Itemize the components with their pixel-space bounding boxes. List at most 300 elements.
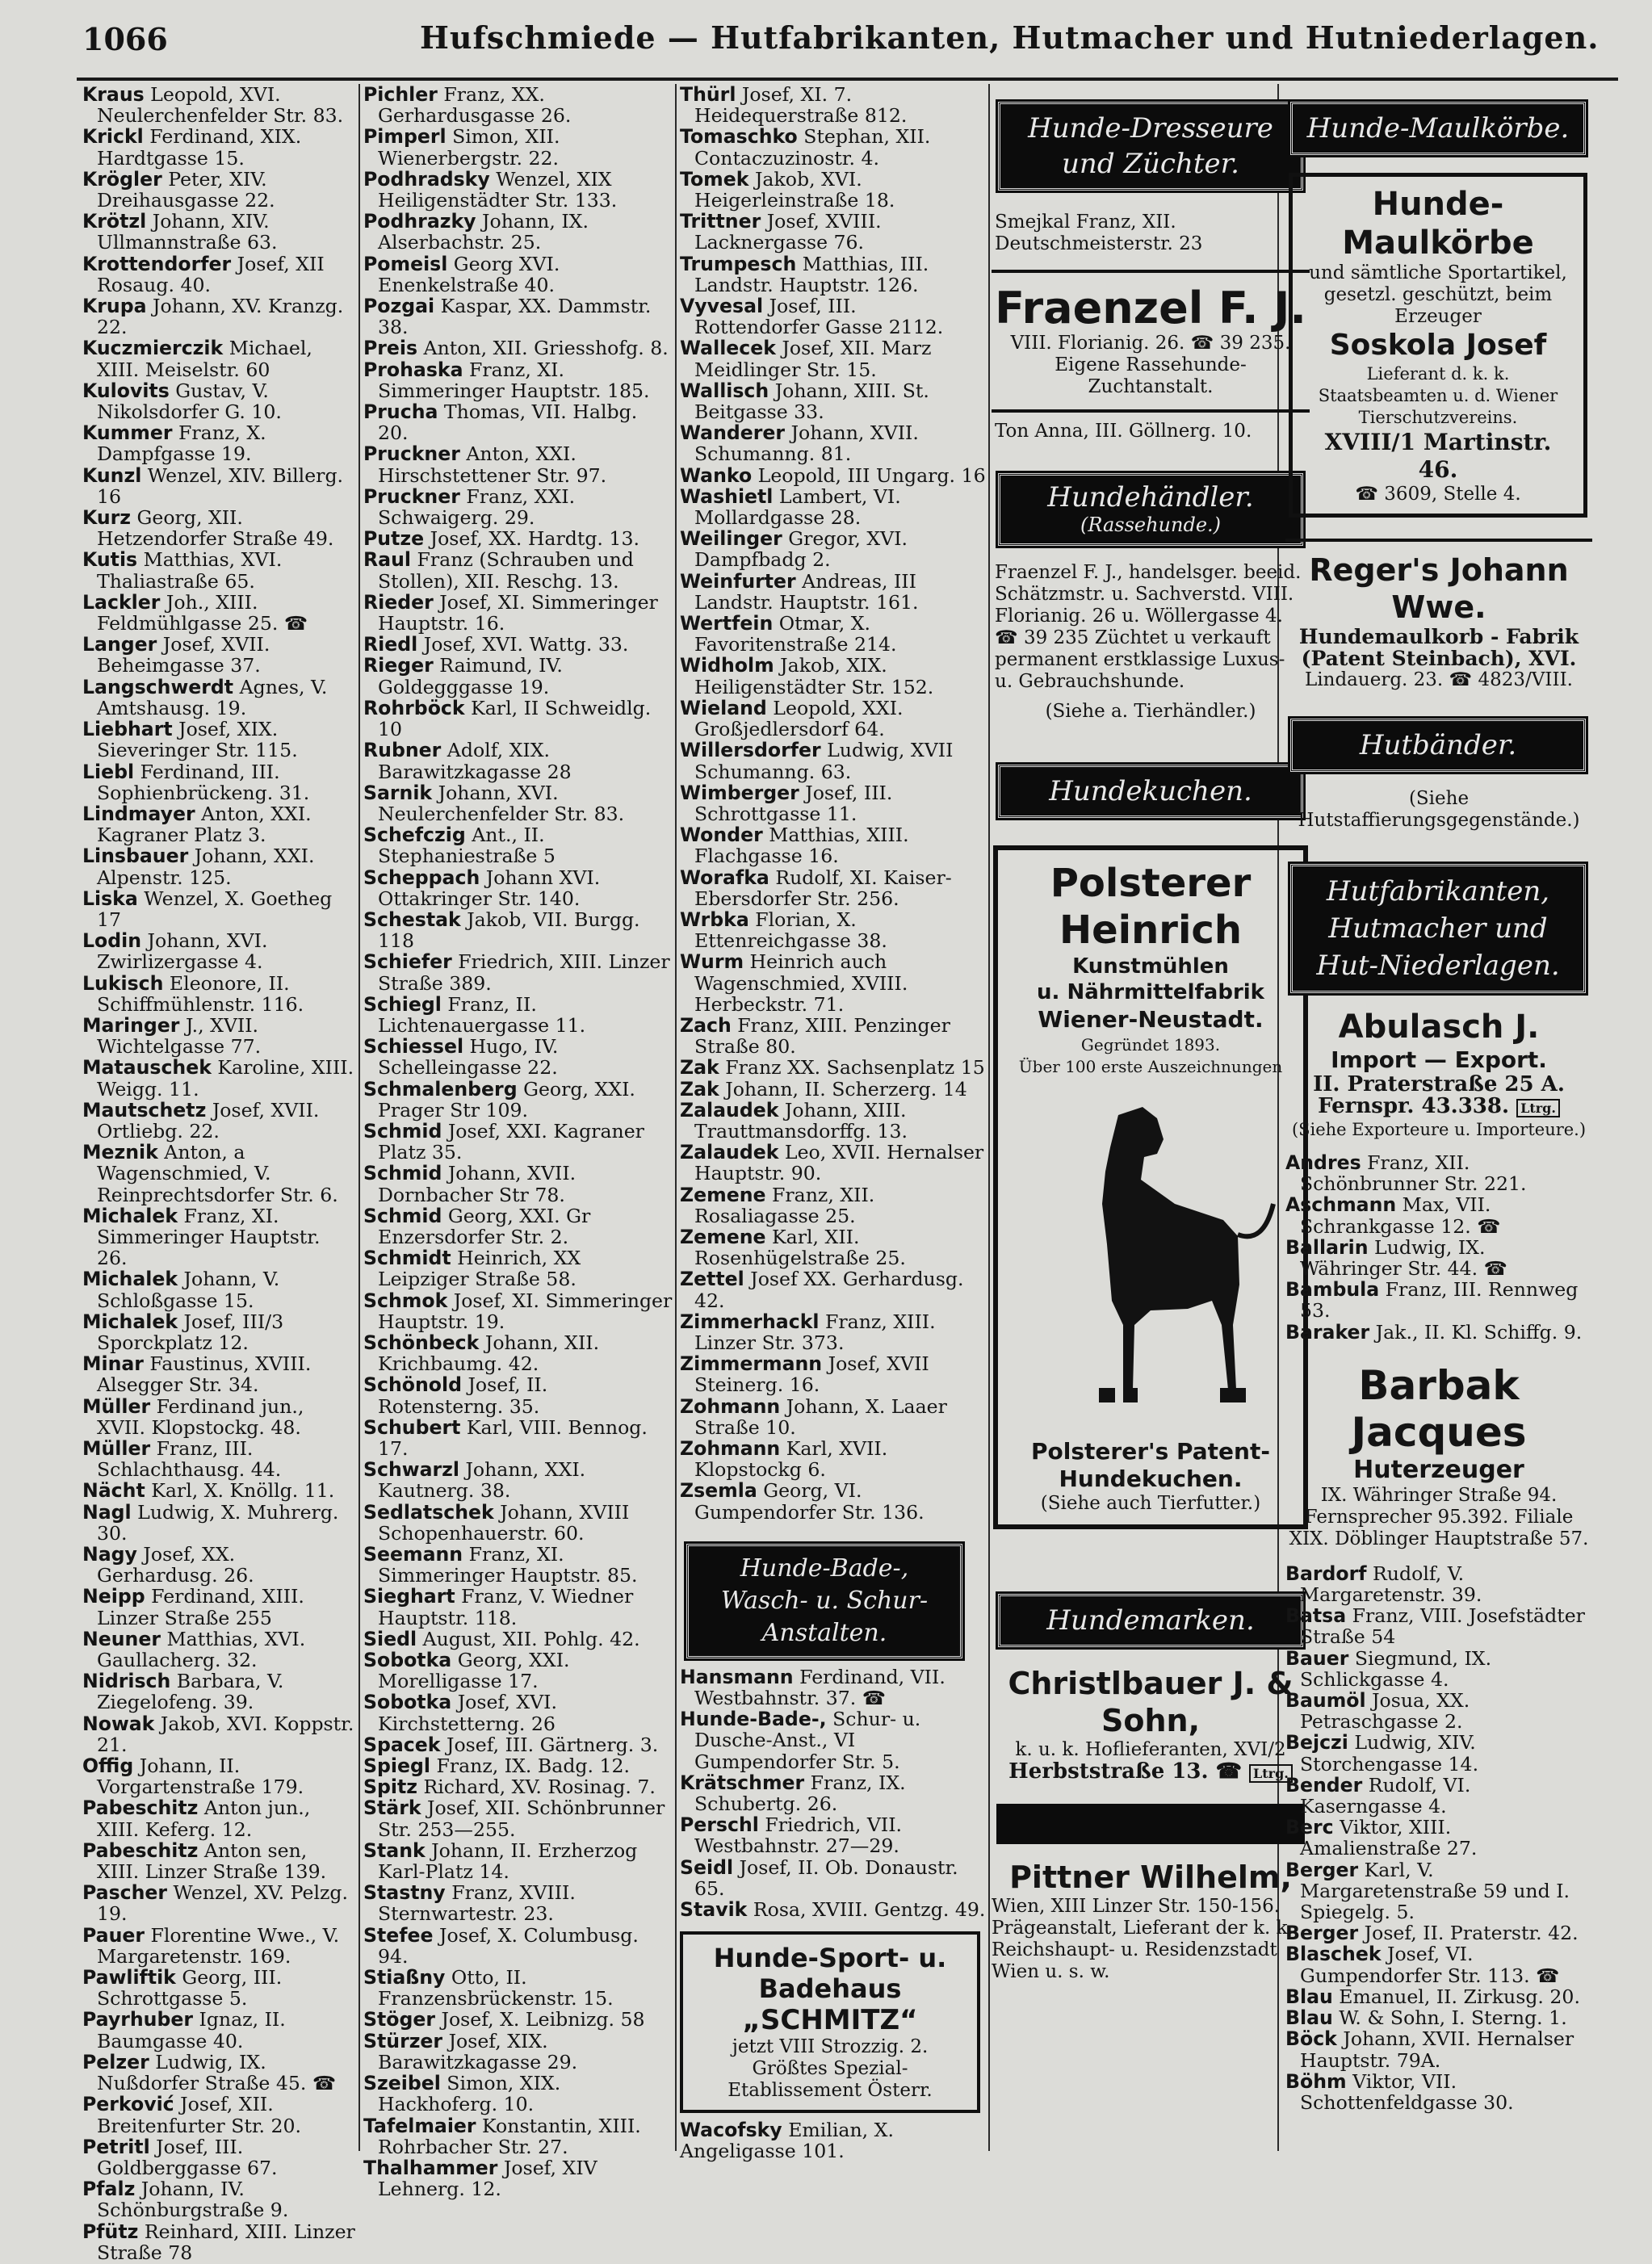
entry-name: Wieland <box>680 696 767 719</box>
entry-name: Vyvesal <box>680 295 764 318</box>
ad-pittner <box>992 1859 1310 1983</box>
list-item <box>82 719 355 761</box>
entry-text: Josef, XII. Marz Meidlinger Str. 15. <box>694 337 932 381</box>
list-item <box>363 592 673 634</box>
list-item <box>680 338 987 379</box>
entry-text: Kaspar, XX. Dammstr. 38. <box>378 295 652 339</box>
entry-text: Wenzel, XV. Pelzg. 19. <box>97 1881 349 1926</box>
entry-name: Baumöl <box>1285 1689 1366 1713</box>
entry-name: Szeibel <box>363 2072 441 2095</box>
entry-name: Pauer <box>82 1923 145 1947</box>
entry-text: Josef, XI. 7. Heidequerstraße 812. <box>694 83 908 128</box>
entry-name: Zettel <box>680 1268 744 1291</box>
list-item <box>680 1480 987 1522</box>
list-item <box>1285 1605 1592 1647</box>
entry-name: Spacek <box>363 1733 441 1756</box>
entry-text: Johann, IX. Alserbachstr. 25. <box>378 210 589 254</box>
list-item <box>363 486 673 528</box>
entry-name: Payrhuber <box>82 2008 193 2031</box>
entry-name: Pabeschitz <box>82 1838 199 1862</box>
entry-text: Simon, XII. Wienerbergstr. 22. <box>378 125 560 170</box>
ad-soskola-address: XVIII/1 Martinstr. 46. <box>1324 429 1552 483</box>
entry-name: Pruckner <box>363 484 460 508</box>
list-item <box>680 84 987 126</box>
list-item <box>363 549 673 591</box>
ad-column-middle <box>992 90 1310 1983</box>
entry-name: Tomek <box>680 167 749 191</box>
entry-text: Leo, XVII. Hernalser Hauptstr. 90. <box>694 1141 984 1185</box>
list-item <box>680 1708 987 1772</box>
entry-text: Matthias, XVI. Thaliastraße 65. <box>97 548 283 593</box>
list-item <box>680 698 987 740</box>
list-item <box>82 84 355 126</box>
list-item <box>82 507 355 549</box>
entry-text: Josef, XVII. Beheimgasse 37. <box>97 633 270 677</box>
list-item <box>680 422 987 464</box>
entry-text: Josef, XI. Simmeringer Hauptstr. 19. <box>378 1289 673 1333</box>
entry-name: Schönold <box>363 1373 462 1397</box>
list-item <box>363 401 673 443</box>
entry-name: Minar <box>82 1352 144 1376</box>
entry-text: Max, VII. Schrankgasse 12. ☎ <box>1300 1193 1501 1238</box>
entry-text: Josef, XX. Hardtg. 13. <box>424 527 639 551</box>
entry-text: Anton, XXI. Kagraner Platz 3. <box>97 802 312 847</box>
list-item <box>680 465 987 486</box>
entry-name: Bambula <box>1285 1278 1380 1302</box>
entry-name: Schiefer <box>363 950 452 974</box>
entry-name: Widholm <box>680 654 774 677</box>
list-item <box>363 169 673 211</box>
list-item <box>680 1057 987 1078</box>
entry-name: Wrbka <box>680 908 749 931</box>
entry-text: Reinhard, XIII. Linzer Straße 78 <box>97 2220 355 2264</box>
entry-text: Johann, XIII. St. Beitgasse 33. <box>694 379 929 424</box>
list-item <box>82 2009 355 2051</box>
entry-name: Schiegl <box>363 992 442 1016</box>
list-item <box>1285 2071 1592 2113</box>
entry-name: Baraker <box>1285 1320 1370 1344</box>
entry-text: Georg, VI. Gumpendorfer Str. 136. <box>694 1479 925 1524</box>
entry-text: Gregor, XVI. Dampfbadg 2. <box>694 527 908 572</box>
entry-name: Neuner <box>82 1627 161 1650</box>
entry-name: Wimberger <box>680 781 799 804</box>
ad-reger-line1: Hundemaulkorb - Fabrik <box>1298 625 1579 648</box>
list-item <box>363 824 673 866</box>
list-item <box>82 592 355 634</box>
list-item <box>363 84 673 126</box>
entry-name: Kraus <box>82 83 145 106</box>
list-item <box>1285 1648 1592 1690</box>
list-item <box>680 169 987 211</box>
entry-text: Johann, XV. Kranzg. 22. <box>97 295 344 339</box>
entry-name: Blaschek <box>1285 1943 1382 1966</box>
entry-text: Franz, II. Lichtenauergasse 11. <box>378 992 586 1037</box>
list-item <box>363 126 673 168</box>
entry-name: Müller <box>82 1437 151 1460</box>
ad-christlbauer-line1: k. u. k. Hoflieferanten, XVI/2 <box>1015 1739 1286 1760</box>
entry-name: Wonder <box>680 824 763 847</box>
entry-name: Pomeisl <box>363 252 448 275</box>
entry-text: Ferdinand jun., XVII. Klopstockg. 48. <box>97 1394 304 1439</box>
list-item <box>680 1184 987 1226</box>
entry-name: Podhradsky <box>363 167 490 191</box>
entry-name: Krickl <box>82 125 144 149</box>
entry-text: J., XVII. Wichtelgasse 77. <box>97 1013 262 1059</box>
entry-text: Johann, XVII. Dornbacher Str 78. <box>378 1162 577 1206</box>
entry-name: Schiessel <box>363 1035 464 1059</box>
list-item <box>82 1100 355 1142</box>
entry-text: Johann, IV. Schönburgstraße 9. <box>97 2178 289 2222</box>
entry-text: Josef XX. Gerhardusg. 42. <box>694 1268 964 1312</box>
entry-name: Pruckner <box>363 442 460 466</box>
list-item <box>1285 1775 1592 1817</box>
entry-text: Thomas, VII. Halbg. 20. <box>378 400 638 445</box>
list-item <box>680 571 987 613</box>
list-item <box>82 1755 355 1797</box>
list-item <box>82 973 355 1015</box>
list-item <box>1285 1322 1592 1343</box>
entry-text: Viktor, XIII. Amalienstraße 27. <box>1300 1816 1478 1860</box>
list-item <box>1285 1922 1592 1943</box>
list-item <box>82 211 355 253</box>
entry-text: Adolf, XIX. Barawitzkagasse 28 <box>378 739 572 783</box>
list-item <box>1285 1563 1592 1605</box>
ad-abulasch-badge: Ltrg. <box>1516 1099 1560 1117</box>
category-heading-hundehaendler <box>998 473 1303 546</box>
entry-name: Aschmann <box>1285 1193 1397 1217</box>
ad-barbak-text: IX. Währinger Straße 94. Fernsprecher 95.392. Filiale XIX. Döblinger Hauptstraße 57. <box>1289 1484 1589 1549</box>
list-item <box>680 1772 987 1814</box>
entry-name: Pascher <box>82 1881 168 1905</box>
entry-text: Anton, XII. Griesshofg. 8. <box>417 337 669 360</box>
entry-name: Perković <box>82 2093 174 2116</box>
entry-name: Ballarin <box>1285 1235 1369 1259</box>
list-item <box>363 1121 673 1163</box>
ton-entry: Ton Anna, III. Göllnerg. 10. <box>995 421 1252 442</box>
entry-text: Johann XVI. Ottakringer Str. 140. <box>378 866 601 910</box>
entry-name: Kummer <box>82 421 173 445</box>
ad-abulasch-address: II. Praterstraße 25 A. <box>1313 1072 1565 1096</box>
entry-text: Franz, V. Wiedner Hauptstr. 118. <box>378 1585 634 1629</box>
entry-name: Schmidt <box>363 1247 451 1270</box>
list-item <box>363 1925 673 1967</box>
entry-text: Franz, XII. Rosaliagasse 25. <box>694 1183 875 1227</box>
entry-name: Liebl <box>82 760 135 783</box>
ad-schmitz-text: jetzt VIII Strozzig. 2. Größtes Spezial-Etablissement Österr. <box>727 2036 933 2102</box>
list-item <box>1285 1943 1592 1985</box>
hundehaendler-text: Fraenzel F. J., handelsger. beeid. Schätzmstr. u. Sachverstd. VIII. Florianig. 26 u. Wöllergasse 4. ☎ 39 235 Züchtet u verkauft permanent erstklassige Luxus- u. Gebrauchshunde. <box>995 562 1302 692</box>
list-item <box>680 486 987 528</box>
entry-text: Anton, a Wagenschmied, V. Reinprechtsdorfer Str. 6. <box>97 1141 338 1206</box>
entry-name: Schönbeck <box>363 1331 480 1354</box>
ad-polsterer-see-also: (Siehe auch Tierfutter.) <box>1040 1493 1261 1514</box>
list-item <box>363 1755 673 1776</box>
entry-text: Franz, IX. Badg. 12. <box>430 1755 631 1778</box>
entry-name: Kunzl <box>82 463 142 487</box>
entry-name: Schubert <box>363 1415 461 1439</box>
entry-text: Eleonore, II. Schiffmühlenstr. 116. <box>97 971 304 1016</box>
entry-text: Matthias, XIII. Flachgasse 16. <box>694 824 909 868</box>
ad-soskola-name: Soskola Josef <box>1329 329 1547 362</box>
entry-text: Ferdinand, XIII. Linzer Straße 255 <box>97 1585 304 1629</box>
entry-text: Georg, XXI. Prager Str 109. <box>378 1077 635 1122</box>
entry-text: Leopold, XVI. Neulerchenfelder Str. 83. <box>97 83 344 128</box>
entry-text: Johann, XIII. Trauttmansdorffg. 13. <box>694 1098 908 1142</box>
list-item <box>363 1586 673 1628</box>
list-item <box>363 2009 673 2030</box>
entry-name: Andres <box>1285 1151 1361 1174</box>
category-heading-hunde-bade: Hunde-Bade-, Wasch- u. Schur-Anstalten. <box>686 1544 962 1658</box>
entry-name: Zimmerhackl <box>680 1310 820 1333</box>
entry-text: Anton, XXI. Hirschstettener Str. 97. <box>378 442 607 487</box>
entry-text: Josef, II. Praterstr. 42. <box>1358 1922 1579 1945</box>
entry-name: Stärk <box>363 1797 421 1820</box>
entry-text: Johann, II. Scherzerg. 14 <box>719 1077 967 1101</box>
entry-text: Ferdinand, III. Sophienbrückeng. 31. <box>97 760 310 804</box>
entry-name: Krupa <box>82 295 147 318</box>
entry-name: Riedl <box>363 633 418 656</box>
entry-text: Florian, X. Ettenreichgasse 38. <box>694 908 887 953</box>
entry-name: Stavik <box>680 1898 748 1922</box>
hunde-bade-entries <box>680 1667 987 1920</box>
entry-name: Stastny <box>363 1881 446 1905</box>
entry-name: Schmok <box>363 1289 448 1312</box>
list-item <box>680 528 987 570</box>
listing-column-2 <box>363 83 673 2201</box>
entry-text: Josef, XVIII. Lacknergasse 76. <box>694 210 882 254</box>
ad-christlbauer <box>992 1665 1310 1784</box>
entry-name: Batsa <box>1285 1604 1347 1628</box>
list-item <box>363 1290 673 1332</box>
column-divider <box>675 84 677 2151</box>
entry-name: Seemann <box>363 1543 463 1566</box>
entry-name: Nowak <box>82 1712 155 1735</box>
entry-text: Josef, XII. Breitenfurter Str. 20. <box>97 2093 302 2137</box>
entry-text: Johann, XVII. Hernalser Hauptstr. 79A. <box>1300 2027 1574 2072</box>
entry-name: Lindmayer <box>82 802 195 825</box>
entry-name: Sobotka <box>363 1691 452 1714</box>
listing-column-1 <box>82 83 355 2264</box>
ad-soskola-text: und sämtliche Sportartikel, gesetzl. geschützt, beim Erzeuger <box>1309 262 1567 327</box>
ad-polsterer-product2: Hundekuchen. <box>1059 1465 1243 1492</box>
entry-text: Gustav, V. Nikolsdorfer G. 10. <box>97 379 282 424</box>
entry-text: Georg, XXI. Morelligasse 17. <box>378 1649 570 1693</box>
entry-text: Josef, XVI. Wattg. 33. <box>417 633 629 656</box>
entry-name: Wanko <box>680 463 753 487</box>
entry-text: Barbara, V. Ziegelofeng. 39. <box>97 1670 284 1714</box>
list-item <box>82 1671 355 1713</box>
entry-text: Otto, II. Franzensbrückenstr. 15. <box>378 1966 614 2010</box>
list-item <box>1285 1690 1592 1732</box>
entry-name: Trumpesch <box>680 252 797 275</box>
entry-text: Ignaz, II. Baumgasse 40. <box>97 2008 286 2052</box>
entry-text: Josef, III. Gärtnerg. 3. <box>440 1733 659 1756</box>
entry-text: Jakob, XVI. Koppstr. 21. <box>97 1712 354 1756</box>
entry-text: Raimund, IV. Goldegggasse 19. <box>378 654 563 698</box>
category-heading-hutfabrikanten: Hutfabrikanten, Hutmacher und Hut-Niederlagen. <box>1290 864 1586 993</box>
entry-name: Siedl <box>363 1627 417 1650</box>
entry-text: Ludwig, XVII Schumanng. 63. <box>694 739 954 783</box>
entry-text: Johann, X. Laaer Straße 10. <box>694 1394 947 1439</box>
list-item <box>680 1899 987 1920</box>
page-title: Hufschmiede — Hutfabrikanten, Hutmacher und Hutniederlagen. <box>420 19 1600 56</box>
entry-text: Michael, XIII. Meiselstr. 60 <box>97 337 312 381</box>
list-item <box>680 655 987 697</box>
entry-text: Franz, XIII. Penzinger Straße 80. <box>694 1013 950 1059</box>
list-item <box>680 126 987 168</box>
entry-text: Heinrich auch Wagenschmied, XVIII. Herbeckstr. 71. <box>694 950 908 1016</box>
entry-text: Josua, XX. Petraschgasse 2. <box>1300 1689 1470 1734</box>
entry-name: Prucha <box>363 400 438 424</box>
list-item <box>680 380 987 422</box>
ad-polsterer-founded: Gegründet 1893. <box>1080 1035 1221 1054</box>
list-item <box>680 2119 987 2161</box>
entry-name: Linsbauer <box>82 845 189 868</box>
entry-text: Jak., II. Kl. Schiffg. 9. <box>1369 1320 1583 1344</box>
list-item <box>680 613 987 655</box>
list-item <box>363 1797 673 1839</box>
entry-name: Zemene <box>680 1183 766 1206</box>
entry-text: Karl, XVII. Klopstockg 6. <box>694 1437 888 1482</box>
list-item <box>363 296 673 338</box>
list-item <box>363 211 673 253</box>
ad-pittner-text: Wien, XIII Linzer Str. 150-156. Prägeanstalt, Lieferant der k. k. Reichshaupt- u. Residenzstadt Wien u. s. w. <box>992 1896 1294 1982</box>
entry-name: Thalhammer <box>363 2156 498 2179</box>
entry-text: Wenzel, XIX Heiligenstädter Str. 133. <box>378 167 618 212</box>
entry-text: Karoline, XIII. Weigg. 11. <box>97 1056 354 1101</box>
list-item <box>82 1925 355 1967</box>
list-item <box>680 1396 987 1438</box>
entry-name: Nagy <box>82 1543 137 1566</box>
entry-name: Offig <box>82 1755 134 1778</box>
entry-text: Anton sen, XIII. Linzer Straße 139. <box>97 1838 327 1884</box>
list-item <box>680 951 987 1015</box>
list-item <box>363 655 673 697</box>
list-item <box>363 443 673 485</box>
entry-name: Preis <box>363 337 418 360</box>
entry-text: Ludwig, X. Muhrerg. 30. <box>97 1500 339 1545</box>
entry-text: Josef, XII. Schönbrunner Str. 253—255. <box>378 1797 665 1841</box>
entry-text: Josef, XIX. Sieveringer Str. 115. <box>97 718 298 762</box>
ad-polsterer-line2: u. Nährmittelfabrik <box>1037 980 1264 1004</box>
entry-name: Rubner <box>363 739 442 762</box>
entry-text: Franz, III. Schlachthausg. 44. <box>97 1437 282 1482</box>
entry-text: Josef, III. Goldberggasse 67. <box>97 2135 278 2179</box>
category-heading-hutbaender: Hutbänder. <box>1290 719 1586 772</box>
ad-soskola-text2: Lieferant d. k. k. Staatsbeamten u. d. Wiener Tierschutzvereins. <box>1318 364 1558 427</box>
list-item <box>363 1374 673 1416</box>
list-item <box>1285 1859 1592 1923</box>
list-item <box>82 1797 355 1839</box>
dog-icon <box>1099 1107 1273 1402</box>
list-item <box>82 2136 355 2178</box>
entry-name: Bejczi <box>1285 1731 1348 1755</box>
list-item <box>363 1692 673 1734</box>
entry-name: Weinfurter <box>680 569 796 593</box>
ad-soskola-title: Hunde-Maulkörbe <box>1342 186 1534 262</box>
list-item <box>680 296 987 338</box>
entry-name: Schefczig <box>363 824 466 847</box>
entry-name: Zemene <box>680 1225 766 1248</box>
list-item <box>680 1814 987 1856</box>
entry-text: Ferdinand, XIX. Hardtgasse 15. <box>97 125 302 170</box>
ad-reger-name: Reger's Johann Wwe. <box>1309 552 1569 625</box>
entry-name: Wallisch <box>680 379 769 402</box>
entry-text: Josef, III. Schrottgasse 11. <box>694 781 893 825</box>
list-item <box>82 1396 355 1438</box>
list-item <box>680 1311 987 1353</box>
list-item <box>680 867 987 909</box>
list-item <box>82 1502 355 1544</box>
list-item <box>82 1544 355 1586</box>
ad-abulasch-sub: Import — Export. <box>1331 1046 1547 1073</box>
entry-text: Josef, XIV Lehnerg. 12. <box>378 2156 597 2201</box>
entry-text: Rudolf, VI. Kaserngasse 4. <box>1300 1773 1471 1818</box>
entry-text: Franz, XXI. Schwaigerg. 29. <box>378 484 576 530</box>
list-item <box>82 338 355 379</box>
ad-soskola-phone: ☎ 3609, Stelle 4. <box>1355 484 1521 505</box>
entry-text: Karl, VIII. Bennog. 17. <box>378 1415 648 1460</box>
entry-name: Stank <box>363 1838 426 1862</box>
ad-polsterer-city: Wiener-Neustadt. <box>1038 1006 1264 1033</box>
list-item <box>1285 1279 1592 1321</box>
entry-text: Franz, XI. Simmeringer Hauptstr. 185. <box>378 358 650 402</box>
ad-reger-line2: (Patent Steinbach), XVI. <box>1301 647 1577 670</box>
list-item <box>82 1713 355 1755</box>
list-item <box>82 2094 355 2136</box>
list-item <box>363 1967 673 2009</box>
entry-name: Wurm <box>680 950 744 974</box>
list-item <box>680 824 987 866</box>
entry-text: Josef, XVII Steinerg. 16. <box>694 1352 929 1397</box>
entry-name: Sedlatschek <box>363 1500 494 1524</box>
entry-name: Schestak <box>363 908 461 931</box>
list-item <box>82 549 355 591</box>
list-item <box>363 634 673 655</box>
entry-name: Michalek <box>82 1204 178 1227</box>
list-item <box>363 782 673 824</box>
list-item <box>363 2073 673 2115</box>
entry-text: Johann, II. Erzherzog Karl-Platz 14. <box>378 1838 638 1884</box>
entry-text: Rosa, XVIII. Gentzg. 49. <box>747 1898 986 1922</box>
entry-text: Johann, II. Vorgartenstraße 179. <box>97 1755 304 1799</box>
list-item <box>82 1840 355 1882</box>
entry-name: Trittner <box>680 210 761 233</box>
list-item <box>363 1776 673 1797</box>
entry-text: Georg XVI. Enenkelstraße 40. <box>378 252 560 296</box>
entry-name: Tomaschko <box>680 125 798 149</box>
entry-text: Jakob, XIX. Heiligenstädter Str. 152. <box>694 654 934 698</box>
entry-text: Franz, IX. Schubertg. 26. <box>694 1771 906 1816</box>
entry-name: Zach <box>680 1013 732 1037</box>
entry-text: Josef, III/3 Sporckplatz 12. <box>97 1310 284 1354</box>
entry-text: Johann, XII. Krichbaumg. 42. <box>378 1331 600 1376</box>
list-item <box>82 1629 355 1671</box>
entry-text: Franz, III. Rennweg 53. <box>1300 1278 1579 1323</box>
entry-name: Stefee <box>363 1923 434 1947</box>
entry-name: Lodin <box>82 929 142 953</box>
entry-name: Spitz <box>363 1776 417 1799</box>
ad-abulasch-name: Abulasch J. <box>1338 1008 1540 1046</box>
ad-polsterer-product1: Polsterer's Patent- <box>1031 1438 1270 1465</box>
ad-polsterer-awards: Über 100 erste Auszeichnungen <box>1018 1057 1283 1076</box>
list-item <box>363 2115 673 2157</box>
entry-name: Stürzer <box>363 2029 443 2052</box>
entry-text: Ludwig, XIV. Storchengasse 14. <box>1300 1731 1479 1776</box>
entry-name: Michalek <box>82 1310 178 1333</box>
list-item <box>680 254 987 296</box>
list-item <box>363 909 673 951</box>
